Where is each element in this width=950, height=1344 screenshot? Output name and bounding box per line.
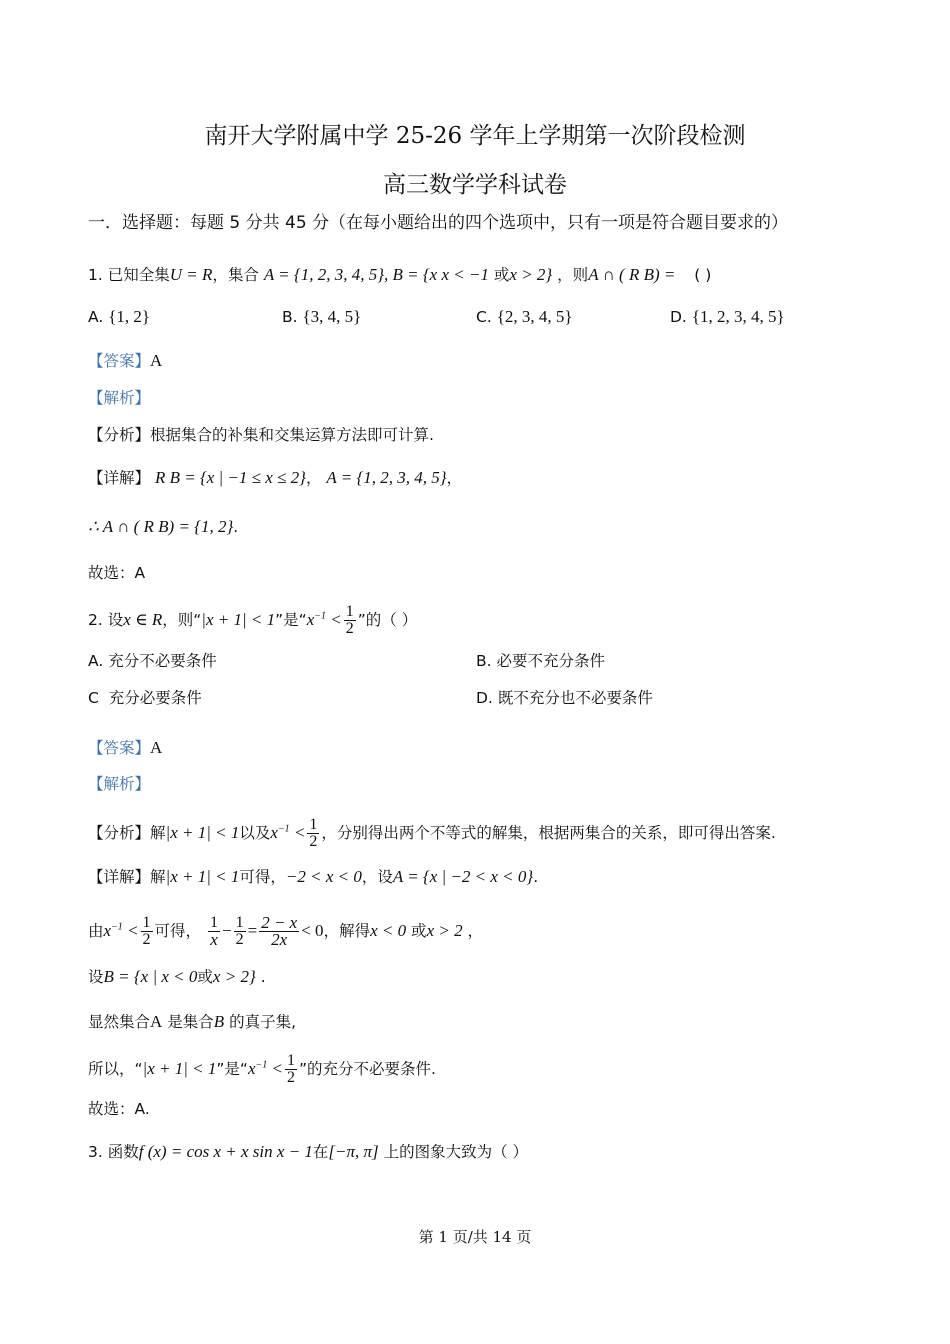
q1-set-b-expr: , B = {x x < −1 bbox=[384, 265, 489, 284]
q2-stem: 2. 设x ∈ R，则“|x + 1| < 1”是“$x^{-1}$ < $\frac{1}{2}$ ”的（ ） bbox=[88, 603, 418, 637]
q1-set-b-tail: x > 2} bbox=[509, 265, 553, 284]
q1-ask-expr: A ∩ ( R B) = bbox=[588, 265, 676, 284]
q2-number: 2. bbox=[88, 611, 103, 629]
q1-therefore: ∴ A ∩ ( R B) = {1, 2}. bbox=[88, 517, 239, 536]
q1-answer bbox=[88, 350, 162, 372]
q2-choose: 故选：A. bbox=[88, 1100, 150, 1118]
q2-answer: 【答案】A bbox=[88, 738, 163, 757]
q2-detail-5: 所以，“|x + 1| < 1”是“$x^{-1}$ < $\frac{1}{2}$ ”的充分不必要条件. bbox=[88, 1052, 436, 1086]
q1-universe-expr: U = R bbox=[169, 265, 213, 284]
q3-interval: [−π, π] bbox=[328, 1142, 379, 1161]
q2-half-fraction: $\frac{1}{2}$ bbox=[345, 603, 354, 637]
q1-detail: 【详解】 R B = {x | −1 ≤ x ≤ 2}， A = {1, 2, 3, 4, 5}， bbox=[88, 468, 463, 487]
page-footer: 第 1 页/共 14 页 bbox=[418, 1228, 532, 1246]
q1-option-d: D. {1, 2, 3, 4, 5} bbox=[670, 307, 785, 326]
q2-detail-4: 显然集合A 是集合B 的真子集, bbox=[88, 1012, 297, 1031]
q3-stem: 3. 函数f (x) = cos x + x sin x − 1在[−π, π] 上的图象大致为（ ） bbox=[88, 1142, 529, 1161]
q1-option-a: A. {1, 2} bbox=[88, 307, 151, 326]
q1-stem-text-a: 已知全集 bbox=[107, 266, 170, 284]
q2-fenxi: 【分析】解|x + 1| < 1以及$x^{-1}$ < $\frac{1}{2}$ ，分别得出两个不等式的解集，根据两集合的关系，即可得出答案. bbox=[88, 816, 776, 850]
q1-stem-text-c: ，则 bbox=[557, 266, 589, 284]
exam-title: 南开大学附属中学 25-26 学年上学期第一次阶段检测 bbox=[204, 123, 746, 149]
q1-answer-paren: ( ) bbox=[694, 266, 712, 284]
q2-condition-2: $x^{-1}$ < bbox=[306, 610, 342, 629]
q1-complement-expr: R B = {x | −1 ≤ x ≤ 2} bbox=[154, 468, 306, 487]
q1-or: 或 bbox=[493, 266, 510, 284]
q2-option-d: D. 既不充分也不必要条件 bbox=[476, 689, 653, 707]
q1-option-c: C. {2, 3, 4, 5} bbox=[476, 307, 573, 326]
q2-option-a: A. 充分不必要条件 bbox=[88, 652, 217, 670]
q1-answer-tag: 【答案】 bbox=[88, 352, 151, 370]
q1-set-a-detail: A = {1, 2, 3, 4, 5} bbox=[326, 468, 447, 487]
q2-option-c: C 充分必要条件 bbox=[88, 689, 202, 707]
q2-option-b: B. 必要不充分条件 bbox=[476, 652, 606, 670]
q1-option-b: B. {3, 4, 5} bbox=[282, 307, 362, 326]
q2-condition-1: |x + 1| < 1 bbox=[201, 610, 276, 629]
q1-set-a-expr: A = {1, 2, 3, 4, 5} bbox=[263, 265, 384, 284]
q2-detail-2: 由$x^{-1}$ < $\frac{1}{2}$ 可得， $\frac{1}{x}$ − $\frac{1}{2}$ = $\frac{2 - x}{2x}$ < 0，解得x < 0 或x > 2 ， bbox=[88, 913, 484, 949]
q1-analysis-tag: 【解析】 bbox=[88, 389, 151, 407]
q1-fenxi: 【分析】根据集合的补集和交集运算方法即可计算. bbox=[88, 426, 434, 444]
q1-choose: 故选：A bbox=[88, 564, 146, 582]
q1-number: 1. bbox=[88, 266, 103, 284]
q2-detail-3: 设B = {x | x < 0或x > 2} . bbox=[88, 967, 266, 986]
q2-analysis-tag: 【解析】 bbox=[88, 775, 151, 793]
exam-subtitle: 高三数学学科试卷 bbox=[383, 172, 567, 198]
q2-detail-1: 【详解】解|x + 1| < 1可得，−2 < x < 0，设A = {x | −2 < x < 0}. bbox=[88, 867, 539, 886]
q1-stem bbox=[88, 264, 711, 286]
q1-answer-value: A bbox=[150, 351, 163, 370]
q3-function: f (x) = cos x + x sin x − 1 bbox=[138, 1142, 313, 1161]
q1-stem-text-b: ，集合 bbox=[212, 266, 259, 284]
section-heading: 一．选择题：每题 5 分共 45 分（在每小题给出的四个选项中，只有一项是符合题目要求的） bbox=[88, 213, 789, 233]
q2-domain: x ∈ R bbox=[123, 610, 163, 629]
q3-number: 3. bbox=[88, 1143, 103, 1161]
